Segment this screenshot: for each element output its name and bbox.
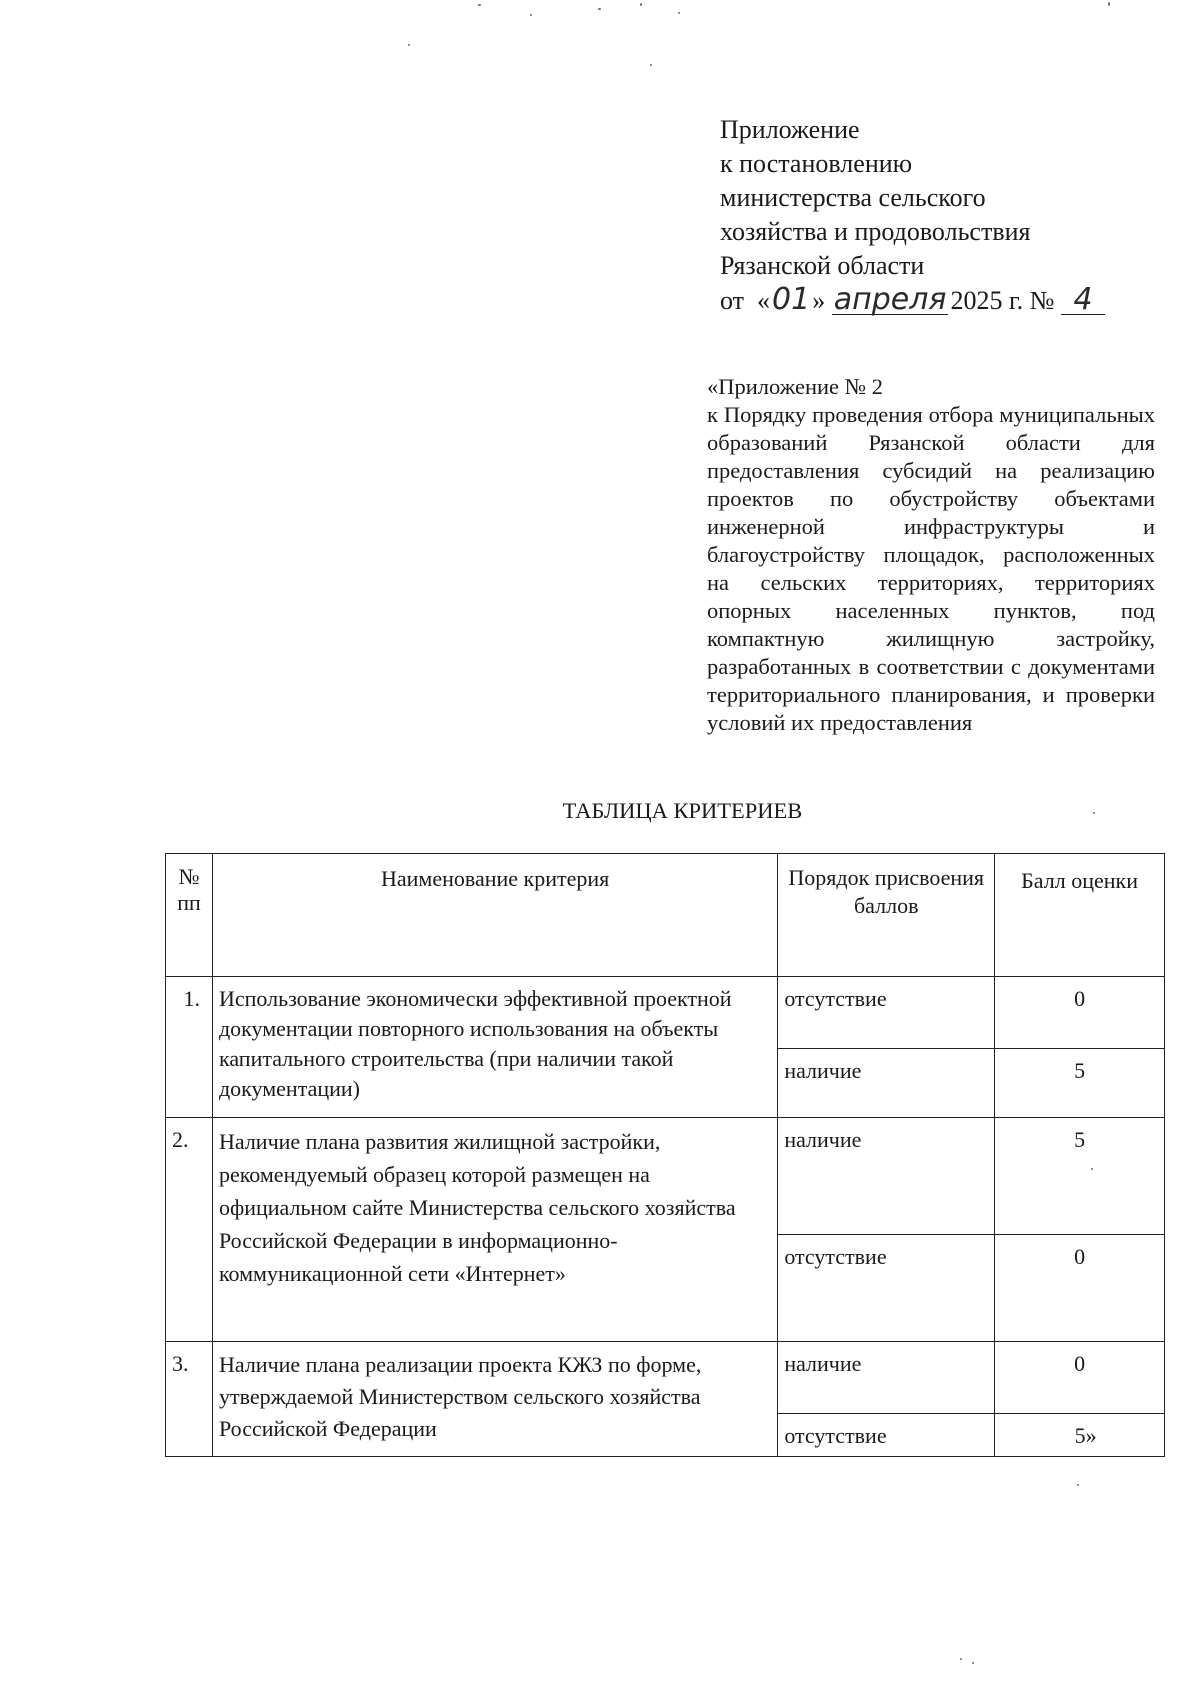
header-name: Наименование критерия [212, 854, 777, 977]
row-number: 1. [166, 977, 213, 1118]
criterion-name: Наличие плана реализации проекта КЖЗ по форме, утверждаемой Министерством сельского хозяйства Российской Федерации [212, 1342, 777, 1457]
row-number: 2. [166, 1118, 213, 1342]
quote-close: » [812, 286, 826, 315]
scan-speck [598, 8, 601, 10]
criterion-name: Наличие плана развития жилищной застройки, рекомендуемый образец которой размещен на официальном сайте Министерства сельского хозяйства Российской Федерации в информационно-коммуникационной сети «Интернет» [212, 1118, 777, 1342]
option-score: 0 [995, 1235, 1165, 1342]
header-num-line1: № [178, 864, 200, 889]
header-num-line2: пп [177, 890, 201, 915]
option-score: 5» [995, 1414, 1165, 1457]
table-row [166, 977, 1165, 1049]
table-row [166, 1342, 1165, 1414]
option-score: 0 [995, 977, 1165, 1049]
scan-speck [408, 44, 410, 46]
appendix-title: «Приложение № 2 [707, 374, 883, 399]
handwritten-month: апреля [833, 282, 947, 317]
header-line: Приложение [720, 115, 860, 144]
criterion-name: Использование экономически эффективной проектной документации повторного использования на объекты капитального строительства (при наличии такой документации) [212, 977, 777, 1118]
header-order: Порядок присвоения баллов [778, 854, 995, 977]
scan-speck [972, 1662, 974, 1664]
appendix-text: к Порядку проведения отбора муниципальных образований Рязанской области для предоставления субсидий на реализацию проектов по обустройству объектами инженерной инфраструктуры и благоустройству площадок, расположенных на сельских территориях, территориях опорных населенных пунктов, под компактную жилищную застройку, разработанных в соответствии с документами территориального планирования, и проверки условий их предоставления [707, 402, 1155, 735]
scan-speck [678, 12, 680, 14]
scan-speck [960, 1658, 962, 1660]
quote-open: « [750, 286, 771, 315]
option-label: наличие [778, 1118, 995, 1235]
table-header-row [166, 854, 1165, 977]
option-score: 5 [995, 1049, 1165, 1118]
header-line: к постановлению [720, 149, 913, 178]
scan-speck [1077, 1484, 1079, 1486]
scan-speck [640, 3, 642, 6]
option-label: отсутствие [778, 1235, 995, 1342]
option-score: 5 [995, 1118, 1165, 1235]
header-line: Рязанской области [720, 251, 925, 280]
option-label: отсутствие [778, 977, 995, 1049]
approval-header [720, 113, 1160, 318]
date-prefix: от [720, 286, 745, 315]
handwritten-number: 4 [1061, 286, 1105, 315]
option-label: отсутствие [778, 1414, 995, 1457]
option-label: наличие [778, 1049, 995, 1118]
option-label: наличие [778, 1342, 995, 1414]
scan-speck [650, 64, 652, 66]
header-score: Балл оценки [995, 854, 1165, 977]
header-line: министерства сельского [720, 183, 986, 212]
table-title: ТАБЛИЦА КРИТЕРИЕВ [562, 798, 803, 823]
decree-date-line [720, 283, 1160, 318]
option-score: 0 [995, 1342, 1165, 1414]
scan-speck [1108, 2, 1110, 6]
scan-speck [478, 4, 481, 6]
criteria-table [165, 853, 1165, 1457]
table-row [166, 1118, 1165, 1235]
appendix-reference [707, 373, 1155, 737]
row-number: 3. [166, 1342, 213, 1457]
year-text: 2025 г. № [950, 286, 1055, 315]
header-line: хозяйства и продовольствия [720, 217, 1031, 246]
handwritten-day: 01 [772, 282, 811, 317]
scan-speck [530, 14, 532, 16]
header-num [166, 854, 213, 977]
